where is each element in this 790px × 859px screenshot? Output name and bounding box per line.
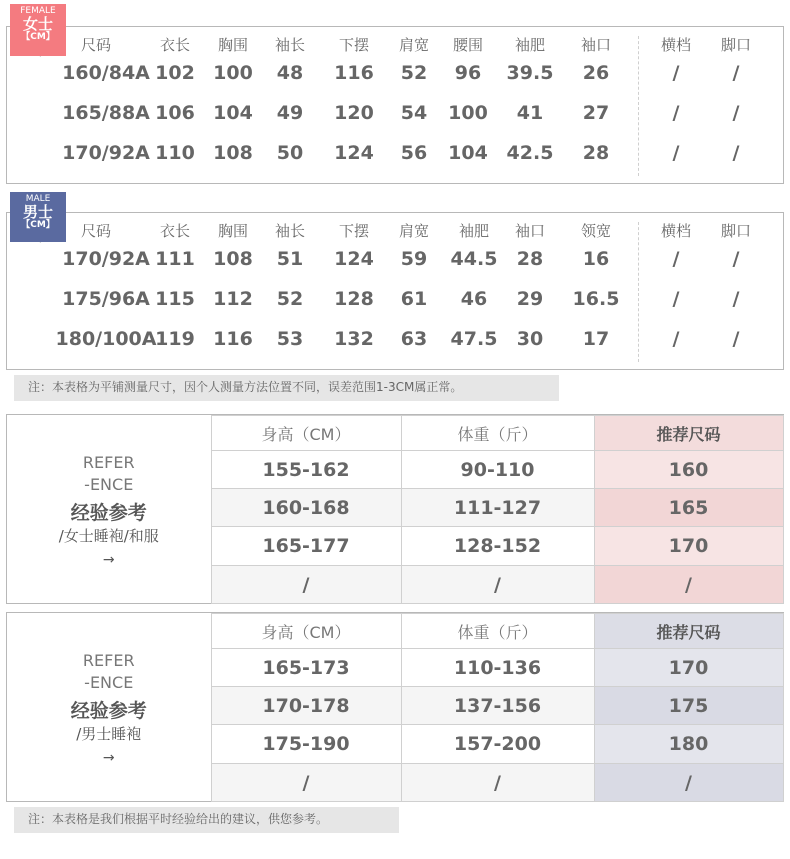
female-header-cell: 尺码: [80, 36, 112, 54]
female-reference-title: 经验参考: [70, 501, 147, 524]
female-size-cell: 100: [448, 102, 488, 124]
male-ref-size: /: [594, 764, 783, 802]
female-header-cell: 肩宽: [398, 36, 430, 54]
male-ref-header-weight: 体重（斤）: [401, 614, 594, 649]
male-size-cell: 63: [400, 328, 428, 350]
female-size-cell: 106: [155, 102, 195, 124]
female-header-cell: 胸围: [217, 36, 249, 54]
male-ref-size: 180: [594, 725, 783, 764]
female-ref-height: 165-177: [211, 527, 401, 566]
female-ref-height: /: [211, 566, 401, 604]
male-size-cell: 175/96A: [62, 288, 150, 310]
male-reference-subtitle: /男士睡袍: [76, 724, 142, 743]
male-size-cell: 132: [334, 328, 374, 350]
female-size-cell: 104: [213, 102, 253, 124]
female-badge-unit: 【CM】: [21, 32, 55, 42]
female-size-cell: /: [672, 62, 680, 84]
male-badge-cn: 男士: [22, 203, 53, 221]
male-size-cell: 170/92A: [62, 248, 150, 270]
female-size-cell: /: [672, 102, 680, 124]
female-size-cell: /: [732, 142, 740, 164]
female-ref-header-height: 身高（CM）: [211, 416, 401, 451]
male-header-cell: 衣长: [159, 222, 191, 240]
female-ref-weight: /: [401, 566, 594, 604]
male-size-cell: 46: [460, 288, 488, 310]
male-ref-size: 170: [594, 649, 783, 687]
male-header-cell: 袖口: [514, 222, 546, 240]
measurement-note: 注：本表格为平铺测量尺寸，因个人测量方法位置不同，误差范围1-3CM属正常。: [14, 375, 559, 401]
male-header-cell: 肩宽: [398, 222, 430, 240]
female-size-cell: 108: [213, 142, 253, 164]
female-size-cell: 102: [155, 62, 195, 84]
male-header-cell: 下摆: [338, 222, 370, 240]
female-header-cell: 衣长: [159, 36, 191, 54]
male-header-cell: 领宽: [580, 222, 612, 240]
female-size-cell: 52: [400, 62, 428, 84]
male-size-cell: 53: [276, 328, 304, 350]
female-reference-subtitle: /女士睡袍/和服: [58, 526, 159, 545]
male-ref-weight: 137-156: [401, 687, 594, 725]
female-size-cell: 49: [276, 102, 304, 124]
male-ref-header-size: 推荐尺码: [594, 614, 783, 649]
male-header-cell: 胸围: [217, 222, 249, 240]
female-reference-en2: -ENCE: [84, 474, 134, 494]
reference-note: 注：本表格是我们根据平时经验给出的建议，供您参考。: [14, 807, 399, 833]
male-size-cell: 28: [516, 248, 544, 270]
female-size-cell: 39.5: [506, 62, 554, 84]
male-ref-weight: /: [401, 764, 594, 802]
female-ref-weight: 128-152: [401, 527, 594, 566]
female-size-cell: /: [672, 142, 680, 164]
female-size-cell: 28: [582, 142, 610, 164]
female-ref-height: 155-162: [211, 451, 401, 489]
male-ref-height: 175-190: [211, 725, 401, 764]
male-ref-height: /: [211, 764, 401, 802]
male-size-cell: 112: [213, 288, 253, 310]
male-size-cell: 61: [400, 288, 428, 310]
male-size-cell: 119: [155, 328, 195, 350]
male-header-cell: 尺码: [80, 222, 112, 240]
male-header-cell: 脚口: [720, 222, 752, 240]
female-size-cell: 42.5: [506, 142, 554, 164]
male-header-cell: 袖长: [274, 222, 306, 240]
female-badge: [10, 4, 66, 56]
female-size-cell: /: [732, 62, 740, 84]
female-header-cell: 袖口: [580, 36, 612, 54]
female-reference-label: [7, 416, 211, 604]
male-size-cell: 17: [582, 328, 610, 350]
male-ref-height: 165-173: [211, 649, 401, 687]
female-size-cell: 50: [276, 142, 304, 164]
female-header-cell: 横档: [660, 36, 692, 54]
male-header-cell: 横档: [660, 222, 692, 240]
male-reference-en1: REFER: [82, 650, 135, 670]
female-ref-header-size: 推荐尺码: [594, 416, 783, 451]
female-ref-height: 160-168: [211, 489, 401, 527]
female-size-cell: 104: [448, 142, 488, 164]
male-size-cell: 30: [516, 328, 544, 350]
male-size-cell: /: [732, 288, 740, 310]
female-size-cell: 26: [582, 62, 610, 84]
male-size-cell: 29: [516, 288, 544, 310]
female-size-cell: 170/92A: [62, 142, 150, 164]
male-size-cell: 47.5: [450, 328, 498, 350]
male-size-cell: 52: [276, 288, 304, 310]
female-size-cell: 41: [516, 102, 544, 124]
female-header-cell: 腰围: [452, 36, 484, 54]
female-size-cell: 124: [334, 142, 374, 164]
male-size-cell: 108: [213, 248, 253, 270]
female-header-cell: 脚口: [720, 36, 752, 54]
female-size-cell: 120: [334, 102, 374, 124]
female-column-divider: [638, 36, 639, 176]
male-reference-table: [7, 613, 784, 802]
male-header-cell: 袖肥: [458, 222, 490, 240]
male-reference-en2: -ENCE: [84, 672, 134, 692]
female-size-cell: 160/84A: [62, 62, 150, 84]
male-size-cell: /: [732, 328, 740, 350]
female-size-cell: 116: [334, 62, 374, 84]
female-ref-header-weight: 体重（斤）: [401, 416, 594, 451]
male-size-cell: 111: [155, 248, 195, 270]
male-ref-weight: 157-200: [401, 725, 594, 764]
female-size-cell: 100: [213, 62, 253, 84]
male-size-cell: /: [672, 288, 680, 310]
female-header-cell: 下摆: [338, 36, 370, 54]
male-size-cell: 124: [334, 248, 374, 270]
male-size-cell: /: [672, 248, 680, 270]
male-size-cell: 180/100A: [55, 328, 157, 350]
female-size-cell: 165/88A: [62, 102, 150, 124]
female-badge-en: FEMALE: [20, 6, 56, 16]
female-ref-weight: 90-110: [401, 451, 594, 489]
female-header-cell: 袖长: [274, 36, 306, 54]
male-size-cell: 51: [276, 248, 304, 270]
male-badge: [10, 192, 66, 242]
female-ref-size: /: [594, 566, 783, 604]
male-size-cell: /: [732, 248, 740, 270]
male-size-cell: 16.5: [572, 288, 620, 310]
female-reference-table: [7, 415, 784, 604]
female-size-cell: 54: [400, 102, 428, 124]
male-size-cell: 44.5: [450, 248, 498, 270]
female-ref-size: 165: [594, 489, 783, 527]
arrow-right-icon: →: [102, 749, 115, 766]
female-ref-size: 160: [594, 451, 783, 489]
female-size-cell: 48: [276, 62, 304, 84]
male-ref-size: 175: [594, 687, 783, 725]
female-ref-weight: 111-127: [401, 489, 594, 527]
male-badge-unit: 【CM】: [21, 220, 55, 230]
male-size-cell: 115: [155, 288, 195, 310]
male-size-cell: 128: [334, 288, 374, 310]
male-ref-header-height: 身高（CM）: [211, 614, 401, 649]
male-reference-title: 经验参考: [70, 699, 147, 722]
female-ref-size: 170: [594, 527, 783, 566]
male-column-divider: [638, 222, 639, 362]
male-size-cell: 16: [582, 248, 610, 270]
arrow-right-icon: →: [102, 551, 115, 568]
male-ref-weight: 110-136: [401, 649, 594, 687]
female-reference-en1: REFER: [82, 452, 135, 472]
female-size-cell: 56: [400, 142, 428, 164]
male-reference-label: [7, 614, 211, 802]
female-badge-cn: 女士: [22, 15, 53, 33]
male-size-cell: 59: [400, 248, 428, 270]
female-size-cell: 96: [454, 62, 482, 84]
female-size-cell: 110: [155, 142, 195, 164]
male-ref-height: 170-178: [211, 687, 401, 725]
male-size-cell: 116: [213, 328, 253, 350]
female-header-cell: 袖肥: [514, 36, 546, 54]
female-size-cell: /: [732, 102, 740, 124]
male-size-cell: /: [672, 328, 680, 350]
male-badge-en: MALE: [25, 194, 51, 204]
female-size-cell: 27: [582, 102, 610, 124]
